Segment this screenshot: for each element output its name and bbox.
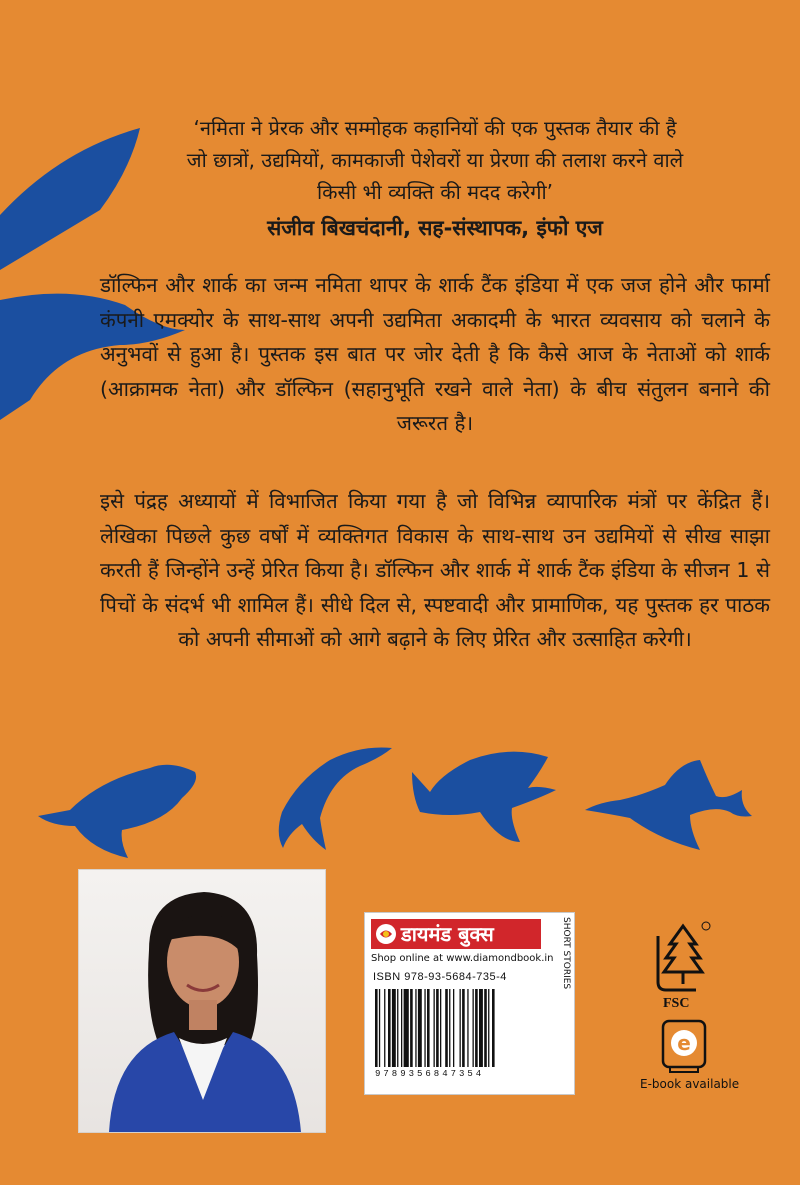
barcode-bar <box>397 989 398 1067</box>
barcode <box>373 989 553 1067</box>
description-paragraph-2: इसे पंद्रह अध्यायों में विभाजित किया गया है जो विभिन्न व्यापारिक मंत्रों पर केंद्रित हैं। लेखिका पिछले कुछ वर्षों में व्यक्तिगत विकास के साथ-साथ उन उद्यमियों से सीख साझा करती हैं जिन्होंने उन्हें प्रेरित किया है। डॉल्फिन और शार्क में शार्क टैंक इंडिया के सीजन 1 से पिचों के संदर्भ भी शामिल हैं। सीधे दिल से, स्पष्टवादी और प्रामाणिक, यह पुस्तक हर पाठक को अपनी सीमाओं को आगे बढ़ाने के लिए प्रेरित और उत्साहित करेगी। <box>100 489 770 651</box>
barcode-bar <box>392 989 396 1067</box>
publisher-brand-name: डायमंड बुक्स <box>401 922 494 946</box>
ebook-icon <box>660 1018 708 1074</box>
fsc-label: FSC <box>663 996 690 1011</box>
genre-label: SHORT STORIES <box>561 917 571 990</box>
barcode-bar <box>424 989 425 1067</box>
barcode-bar <box>479 989 483 1067</box>
description-paragraph-1: डॉल्फिन और शार्क का जन्म नमिता थापर के शार्क टैंक इंडिया में एक जज होने और फार्मा कंपनी एमक्योर के साथ-साथ अपनी उद्यमिता अकादमी के भारत व्यवसाय को चलाने के अनुभवों से हुआ है। पुस्तक इस बात पर जोर देती है कि कैसे आज के नेताओं को शार्क (आक्रामक नेता) और डॉल्फिन (सहानुभूति रखने वाले नेता) के बीच संतुलन बनाने की जरूरत है। <box>100 273 770 435</box>
barcode-bar <box>404 989 409 1067</box>
barcode-bar <box>401 989 402 1067</box>
barcode-bar <box>488 989 489 1067</box>
shark-silhouette-right <box>585 760 752 850</box>
dolphin-silhouette-middle <box>279 748 392 851</box>
barcode-bar <box>388 989 391 1067</box>
diamond-logo-icon <box>375 923 397 945</box>
barcode-bar <box>460 989 461 1067</box>
fsc-tree-icon <box>652 918 714 994</box>
dolphin-silhouette-bottom-left <box>38 765 196 858</box>
barcode-bar <box>415 989 416 1067</box>
barcode-digits: 9789356847354 <box>375 1069 485 1079</box>
ebook-available-label: E-book available <box>640 1077 740 1091</box>
author-portrait-illustration <box>79 870 325 1132</box>
barcode-bar <box>410 989 413 1067</box>
barcode-bar <box>462 989 465 1067</box>
barcode-bar <box>449 989 450 1067</box>
quote-line: जो छात्रों, उद्यमियों, कामकाजी पेशेवरों या प्रेरणा की तलाश करने वाले <box>186 148 684 172</box>
barcode-bar <box>475 989 478 1067</box>
svg-text:e: e <box>677 1031 691 1055</box>
barcode-bar <box>440 989 441 1067</box>
barcode-bar <box>436 989 439 1067</box>
barcode-bar <box>445 989 448 1067</box>
barcode-bar <box>375 989 378 1067</box>
barcode-bar <box>434 989 435 1067</box>
quote-line: ‘नमिता ने प्रेरक और सम्मोहक कहानियों की एक पुस्तक तैयार की है <box>193 116 677 140</box>
shark-silhouette-middle-right <box>412 752 556 842</box>
barcode-bar <box>467 989 468 1067</box>
quote-line: किसी भी व्यक्ति की मदद करेगी’ <box>316 180 554 204</box>
barcode-bar <box>427 989 430 1067</box>
barcode-bar <box>492 989 495 1067</box>
quote-attribution: संजीव बिखचंदानी, सह-संस्थापक, इंफो एज <box>267 216 603 240</box>
barcode-bar <box>379 989 380 1067</box>
author-photo <box>78 869 326 1133</box>
shop-online-text: Shop online at www.diamondbook.in <box>371 953 554 964</box>
barcode-bar <box>473 989 474 1067</box>
publisher-barcode-panel <box>364 912 575 1095</box>
barcode-bar <box>418 989 422 1067</box>
publisher-brand <box>371 919 541 949</box>
isbn-text: ISBN 978-93-5684-735-4 <box>373 971 507 983</box>
barcode-bar <box>384 989 385 1067</box>
barcode-bar <box>453 989 454 1067</box>
endorsement-quote <box>100 112 770 208</box>
barcode-bar <box>484 989 487 1067</box>
